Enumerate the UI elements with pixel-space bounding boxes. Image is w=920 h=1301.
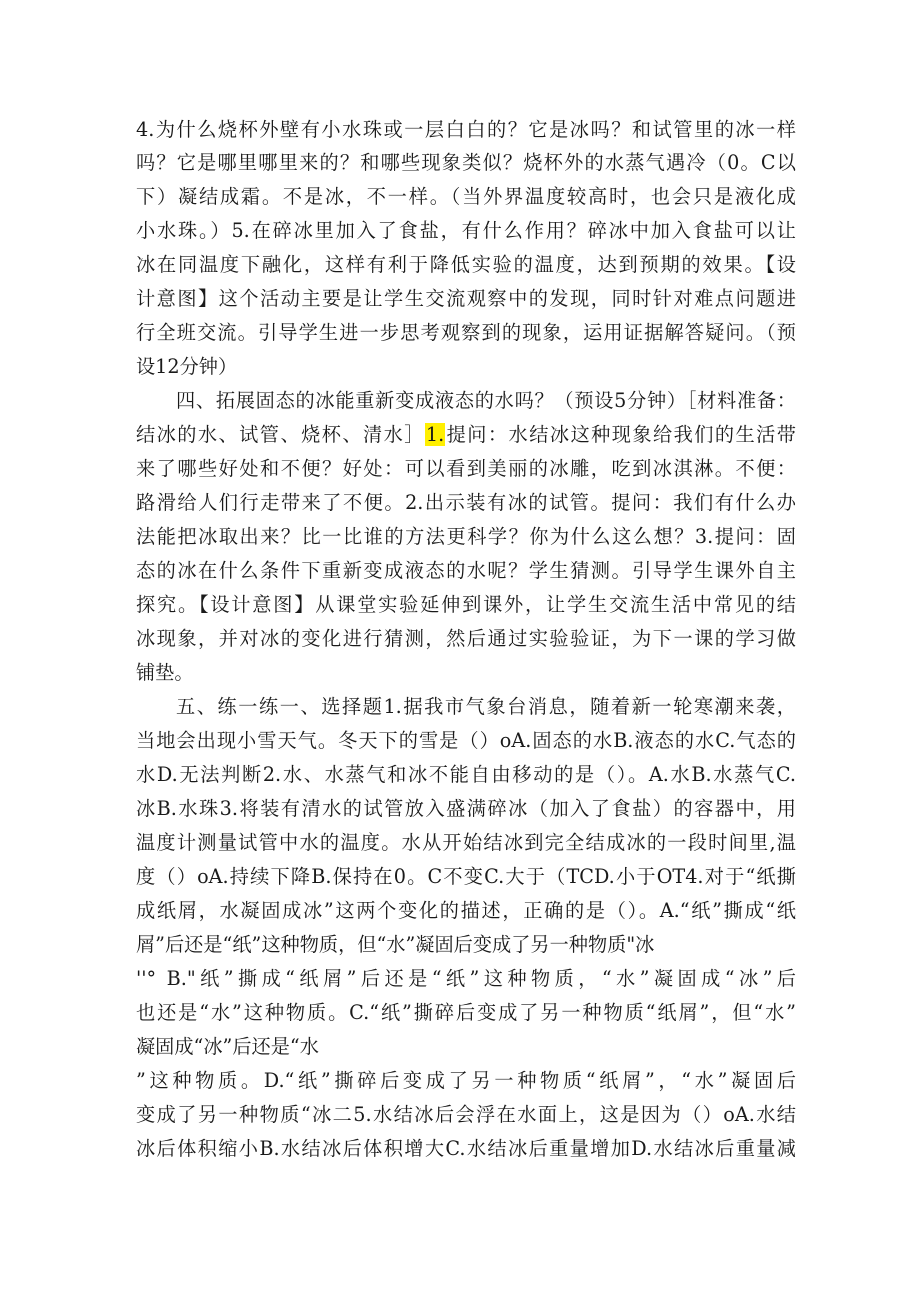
text-line: 冰B.水珠3.将装有清水的试管放入盛满碎冰（加入了食盐）的容器中，用 <box>136 797 796 820</box>
text-line: 温度计测量试管中水的温度。水从开始结冰到完全结成冰的一段时间里,温 <box>136 831 796 854</box>
section-heading-line: 五、练一练一、选择题1.据我市气象台消息，随着新一轮寒潮来袭， <box>176 695 796 718</box>
highlighted-number: 1. <box>425 423 445 446</box>
text-line: 当地会出现小雪天气。冬天下的雪是（）oA.固态的水B.液态的水C.气态的 <box>136 729 796 752</box>
text-line: 冰后体积缩小B.水结冰后体积增大C.水结冰后重量增加D.水结冰后重量减 <box>136 1137 796 1160</box>
text-line: 探究。【设计意图】从课堂实验延伸到课外，让学生交流生活中常见的结 <box>136 593 796 616</box>
text-line <box>136 418 796 452</box>
text-line: 行全班交流。引导学生进一步思考观察到的现象，运用证据解答疑问。（预 <box>136 321 796 344</box>
text-line: 小水珠。）5.在碎冰里加入了食盐，有什么作用？碎冰中加入食盐可以让 <box>136 219 796 242</box>
text-line: ”这种物质。D.“纸”撕碎后变成了另一种物质“纸屑”，“水”凝固后 <box>136 1069 796 1092</box>
text-line: 成纸屑，水凝固成冰”这两个变化的描述，正确的是（）。A.“纸”撕成“纸 <box>136 899 796 922</box>
text-line: 冰在同温度下融化，这样有利于降低实验的温度，达到预期的效果。【设 <box>136 253 796 276</box>
text-line: 法能把冰取出来？比一比谁的方法更科学？你为什么这么想？3.提问：固 <box>136 525 796 548</box>
text-line: 态的冰在什么条件下重新变成液态的水呢？学生猜测。引导学生课外自主 <box>136 559 796 582</box>
text-line: 凝固成“冰”后还是“水 <box>136 1035 319 1058</box>
text-line: 也还是“水”这种物质。C.“纸”撕碎后变成了另一种物质“纸屑”，但“水” <box>136 1001 796 1024</box>
text-line: 度（）oA.持续下降B.保持在0。C不变C.大于（TCD.小于OT4.对于“纸撕 <box>136 865 796 888</box>
text-line: 路滑给人们行走带来了不便。2.出示装有冰的试管。提问：我们有什么办 <box>136 491 796 514</box>
text-line: 变成了另一种物质“冰二5.水结冰后会浮在水面上，这是因为（）oA.水结 <box>136 1103 796 1126</box>
text-line: 水D.无法判断2.水、水蒸气和冰不能自由移动的是（）。A.水B.水蒸气C. <box>136 763 796 786</box>
text-line: 铺垫。 <box>136 661 194 684</box>
text-line: 4.为什么烧杯外壁有小水珠或一层白白的？它是冰吗？和试管里的冰一样 <box>136 118 796 141</box>
text-line: ''° B."纸”撕成“纸屑”后还是“纸”这种物质，“水”凝固成“冰”后 <box>136 967 796 990</box>
text-line: 下）凝结成霜。不是冰，不一样。（当外界温度较高时，也会只是液化成 <box>136 185 796 208</box>
text-line: 吗？它是哪里哪里来的？和哪些现象类似？烧杯外的水蒸气遇冷（0。C以 <box>136 151 796 174</box>
text-segment: 提问：水结冰这种现象给我们的生活带 <box>445 423 796 446</box>
text-line: 计意图】这个活动主要是让学生交流观察中的发现，同时针对难点问题进 <box>136 287 796 310</box>
text-line: 冰现象，并对冰的变化进行猜测，然后通过实验验证，为下一课的学习做 <box>136 627 796 650</box>
section-heading-line: 四、拓展固态的冰能重新变成液态的水吗？（预设5分钟）［材料准备： <box>176 389 796 412</box>
text-segment: 结冰的水、试管、烧杯、清水］ <box>136 423 425 446</box>
text-line: 设12分钟） <box>136 355 238 378</box>
text-line: 屑”后还是“纸”这种物质，但“水”凝固后变成了另一种物质"冰 <box>136 933 655 956</box>
text-line: 来了哪些好处和不便？好处：可以看到美丽的冰雕，吃到冰淇淋。不便： <box>136 457 796 480</box>
